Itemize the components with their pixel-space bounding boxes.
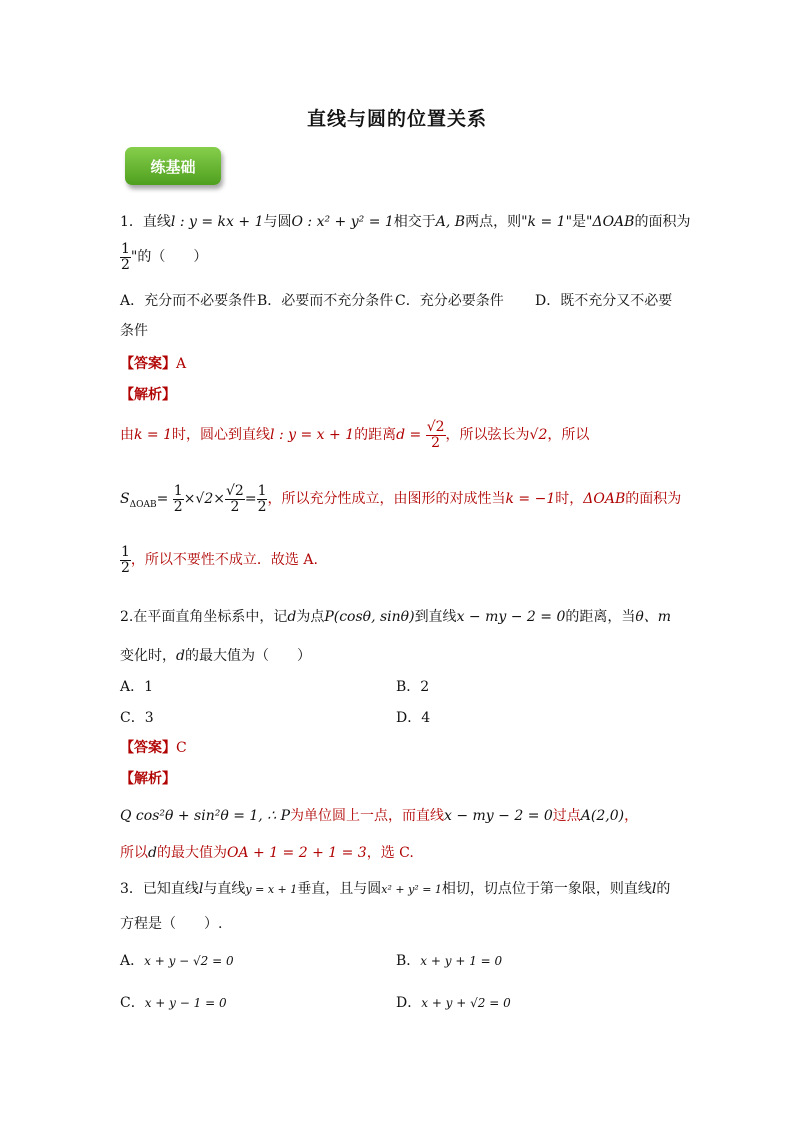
question-1-option-a: A．充分而不必要条件 xyxy=(120,293,257,309)
practice-basics-badge: 练基础 xyxy=(125,147,221,185)
question-1-option-b: B．必要而不充分条件 xyxy=(257,293,394,309)
question-2-option-c: C．3 xyxy=(120,710,154,726)
question-1-analysis-label: 【解析】 xyxy=(120,387,176,403)
question-1-option-d-cont: 条件 xyxy=(120,323,148,339)
question-2-analysis-label: 【解析】 xyxy=(120,771,176,787)
question-1-stem-cont: $\frac{1}{2}$ "的（ ） xyxy=(121,241,208,273)
question-1-option-d: D．既不充分又不必要 xyxy=(535,293,673,309)
question-3-option-b: B．x + y + 1 = 0 xyxy=(396,953,503,969)
question-2-option-a: A．1 xyxy=(120,679,154,695)
question-1-solution-line-2: $S_{\Delta OAB}=$ $\frac{1}{2}$ ×√2× $\frac{√2}{2}$ = $\frac{1}{2}$ ，所以充分性成立，由图形的对成性当k = −1时，ΔOAB的面积为 xyxy=(120,483,682,515)
question-2-option-d: D．4 xyxy=(396,710,431,726)
question-3-option-c: C．x + y − 1 = 0 xyxy=(120,995,227,1011)
question-2-stem-cont: 变化时，d的最大值为（ ） xyxy=(120,648,311,664)
question-2-solution-line-1: Q cos²θ + sin²θ = 1, ∴ P为单位圆上一点，而直线x − my − 2 = 0过点A(2,0)， xyxy=(120,808,639,824)
question-1-solution-line-1: 由k = 1时，圆心到直线l : y = x + 1的距离d = $\frac{√2}{2}$ ，所以弦长为√2，所以 xyxy=(120,419,590,451)
question-1-solution-line-3: $\frac{1}{2}$ ，所以不要性不成立．故选 A. xyxy=(121,544,318,576)
question-3-stem-cont: 方程是（ ）. xyxy=(120,916,223,932)
question-2-answer: 【答案】C xyxy=(120,740,187,756)
question-2-solution-line-2: 所以d的最大值为OA + 1 = 2 + 1 = 3，选 C. xyxy=(120,845,414,861)
question-1-stem: 1．直线l : y = kx + 1与圆O : x² + y² = 1相交于A, B两点，则"k = 1"是"ΔOAB的面积为 xyxy=(120,214,691,230)
page-title: 直线与圆的位置关系 xyxy=(306,108,487,130)
question-2-option-b: B．2 xyxy=(396,679,430,695)
question-1-answer: 【答案】A xyxy=(120,356,187,372)
question-3-stem: 3．已知直线l与直线y = x + 1垂直，且与圆x² + y² = 1相切，切点位于第一象限，则直线l的 xyxy=(120,881,671,897)
question-3-option-d: D．x + y + √2 = 0 xyxy=(396,995,511,1011)
question-1-option-c: C．充分必要条件 xyxy=(395,293,504,309)
question-3-option-a: A．x + y − √2 = 0 xyxy=(120,953,234,969)
question-2-stem: 2.在平面直角坐标系中，记d为点P(cosθ, sinθ)到直线x − my − 2 = 0的距离，当θ、m xyxy=(120,609,672,625)
